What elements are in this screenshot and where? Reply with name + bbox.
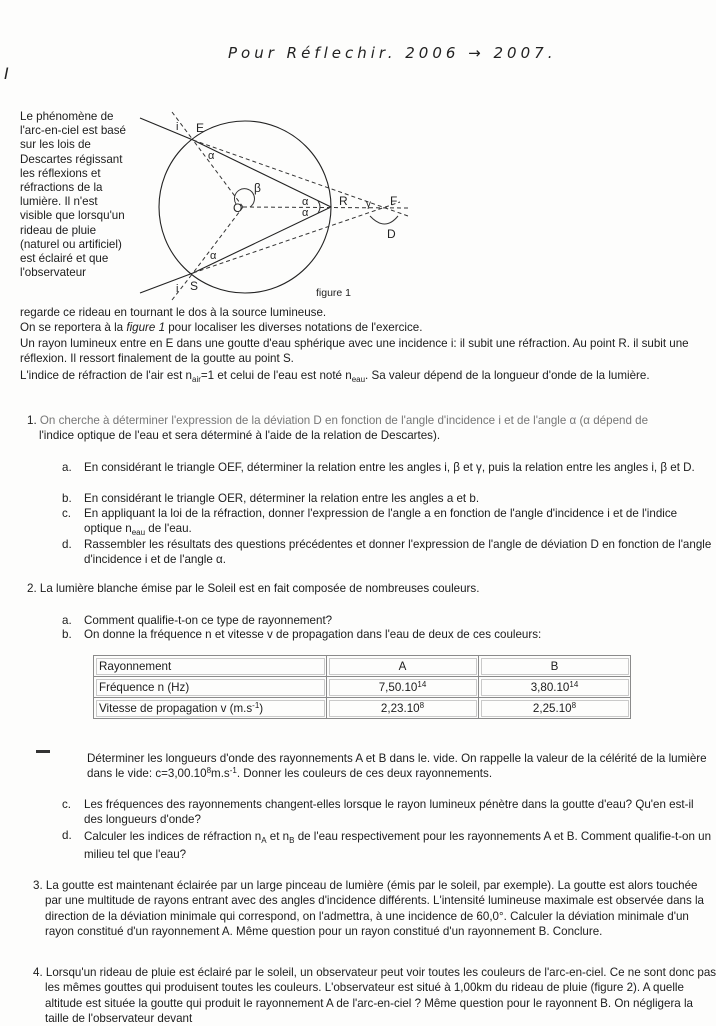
handwritten-title: Pour Réflechir. 2006 → 2007.: [228, 44, 557, 62]
q2-determine-text: Déterminer les longueurs d'onde des rayonnements A et B dans le. vide. On rappelle la valeur de la célérité de la lumière dans le vide: $c=3,00.10^8m.s^{-1}$. Donner les couleurs de ces deux rayonnements.: [87, 752, 707, 781]
q1-number: 1.: [27, 414, 37, 427]
label-gamma: γ: [366, 199, 371, 210]
table-cell: 2,25.10$^8$: [479, 698, 631, 719]
q1-item-c: c. En appliquant la loi de la réfraction, donner l'expression de l'angle a en fonction de l'angle d'incidence i et de l'indice optique $n_{eau}$ de l'eau.: [62, 507, 678, 538]
table-cell: Vitesse de propagation v $(m.s^{-1})$: [94, 698, 327, 719]
q1-item-a: a. En considérant le triangle OEF, déterminer la relation entre les angles i, β et γ, puis la relation entre les angles i, β et D.: [62, 461, 695, 474]
table-header-row: [94, 656, 631, 677]
label-r: R: [339, 194, 348, 208]
intro-line-2: On se reportera à la figure 1 pour localiser les diverses notations de l'exercice.: [20, 321, 423, 335]
table-cell: 3,80.10$^{14}$: [479, 677, 631, 698]
question-3: [33, 878, 716, 939]
table-cell: 7,50.10$^{14}$: [327, 677, 479, 698]
figure-1-diagram: [0, 0, 716, 310]
frequency-speed-table: [93, 655, 631, 719]
angle-d-arc: [370, 216, 398, 224]
q2-text: La lumière blanche émise par le Soleil est en fait composée de nombreuses couleurs.: [39, 582, 480, 595]
intro-line-3: Un rayon lumineux entre en E dans une goutte d'eau sphérique avec une incidence i: il subit une réfraction. Au point R. il subit une réflexion. Il ressort finalement de la goutte au point S.: [20, 336, 689, 365]
label-s: S: [190, 279, 199, 293]
label-alpha-r-top: α: [302, 196, 309, 208]
label-f: F: [390, 194, 398, 208]
intro-text: [20, 305, 710, 385]
q2-number: 2.: [27, 582, 37, 595]
label-i-top: i: [176, 121, 179, 133]
q4-number: 4.: [33, 966, 43, 979]
table-cell: Fréquence n (Hz): [94, 677, 327, 698]
q1-text-faded: On cherche à déterminer l'expression de la déviation D en fonction de l'angle d'incidence i et de l'angle α (α dépend de: [39, 414, 649, 427]
table-header: B: [479, 656, 631, 677]
intro-side-text: Le phénomène de l'arc-en-ciel est basé sur les lois de Descartes régissant les réflexions et réfractions de la lumière. Il n'est visible que lorsqu'un rideau de pluie (naturel ou artificiel) est éclairé et que l'observateur: [20, 110, 126, 280]
intro-line-4: L'indice de réfraction de l'air est $n_{air}=1$ et celui de l'eau est noté $n_{eau}$. Sa valeur dépend de la longueur d'onde de la lumière.: [20, 369, 650, 385]
q1-text: l'indice optique de l'eau et sera déterminé à l'aide de la relation de Descartes).: [39, 429, 441, 443]
label-beta: β: [254, 181, 261, 195]
q2-item-b: b. On donne la fréquence n et vitesse v de propagation dans l'eau de deux de ces couleurs:: [62, 628, 542, 641]
q2-item-a: a. Comment qualifie-t-on ce type de rayonnement?: [62, 614, 333, 627]
figure-caption: figure 1: [316, 287, 352, 299]
q1-item-d: d. Rassembler les résultats des questions précédentes et donner l'expression de l'angle de déviation D en fonction de l'angle d'incidence i et de l'angle α.: [62, 538, 712, 567]
question-2: [27, 581, 707, 596]
radius-os: [193, 207, 243, 273]
incident-extension: [193, 140, 408, 216]
label-i-bottom: i: [176, 283, 179, 295]
table-row: [94, 698, 631, 719]
emergent-extension: [193, 202, 400, 273]
label-alpha-s: α: [210, 250, 217, 262]
question-4: [33, 965, 716, 1026]
q3-number: 3.: [33, 879, 43, 892]
q2-item-c: c. Les fréquences des rayonnements changent-elles lorsque le rayon lumineux pénètre dans la goutte d'eau? Qu'en est-il des longueurs d'onde?: [62, 798, 694, 827]
q2-item-d: d. Calculer les indices de réfraction $n_A$ et $n_B$ de l'eau respectivement pour les rayonnements A et B. Comment qualifie-t-on un milieu tel que l'eau?: [62, 829, 712, 861]
radius-oe: [193, 140, 243, 207]
label-d: D: [387, 227, 396, 241]
q3-text: La goutte est maintenant éclairée par un large pinceau de lumière (émis par le soleil, par exemple). La goutte est alors touchée par une multitude de rayons entrant avec des angles d'incidence différents. L'intensité lumineuse maximale est observée dans la direction de la déviation minimale qui correspond, on l'admettra, à une incidence de 60,0°. Calculer la déviation minimale d'un rayon constitué d'un rayonnement A. Même question pour un rayon constitué d'un rayonnement B. Conclure.: [45, 879, 705, 938]
label-e: E: [196, 121, 205, 135]
table-header: A: [327, 656, 479, 677]
intro-line-1: regarde ce rideau en tournant le dos à la source lumineuse.: [20, 306, 327, 319]
q4-text: Lorsqu'un rideau de pluie est éclairé par le soleil, un observateur peut voir toutes les couleurs de l'arc-en-ciel. Ce ne sont donc pas les mêmes gouttes qui produisent toutes les couleurs. L'observateur est situé à 1,00km du rideau de pluie (figure 2). A quelle altitude est située la goutte qui produit le rayonnement A de l'arc-en-ciel ? Même question pour le rayonnent B. On négligera la taille de l'observateur devant: [45, 966, 716, 1025]
q1-item-b: b. En considérant le triangle OER, déterminer la relation entre les angles a et b.: [62, 492, 480, 505]
margin-mark: I: [4, 64, 9, 83]
question-1: [27, 413, 707, 444]
label-alpha-r-bottom: α: [302, 207, 309, 219]
handwritten-dash: [36, 750, 50, 753]
label-o: O: [233, 201, 243, 215]
table-cell: 2,23.10$^8$: [327, 698, 479, 719]
table-header: Rayonnement: [94, 656, 327, 677]
label-alpha-e: α: [208, 150, 215, 162]
table-row: [94, 677, 631, 698]
